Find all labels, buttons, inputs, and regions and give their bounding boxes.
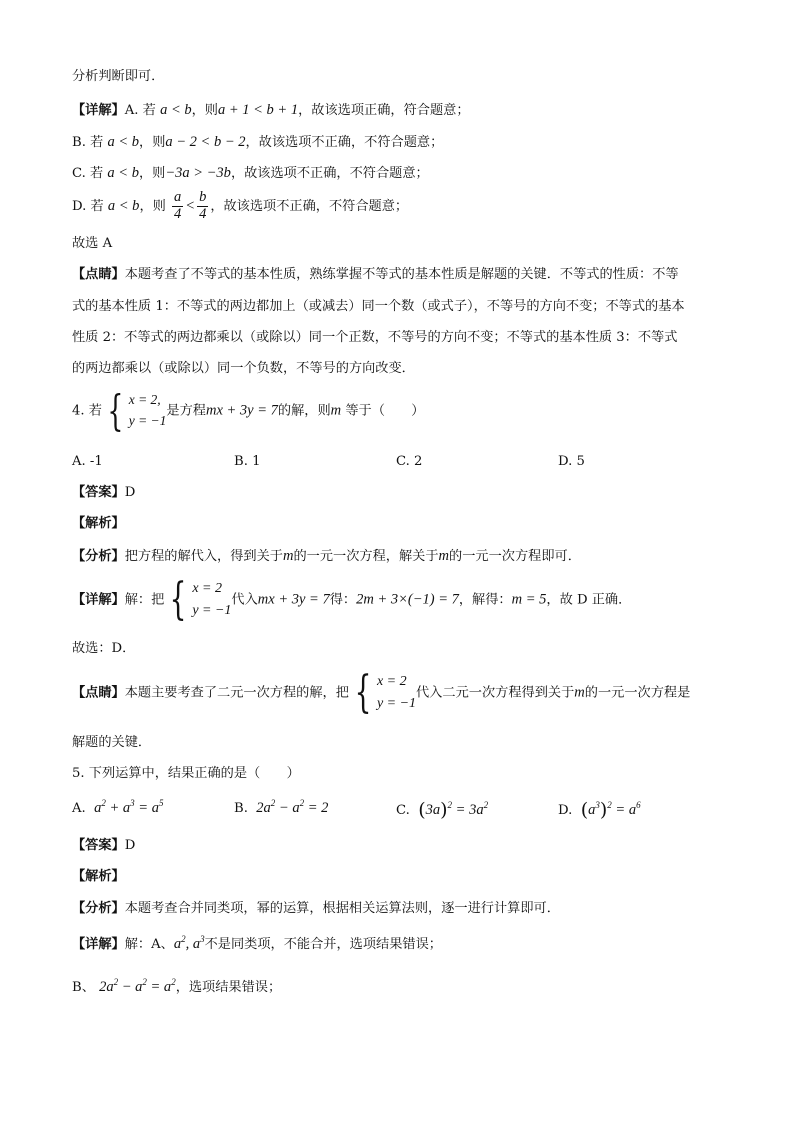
text-line: C. 若 a < b，则−3a > −3b，故该选项不正确，不符合题意；: [72, 165, 429, 181]
question-5: 5. 下列运算中，结果正确的是（ ）: [72, 766, 300, 781]
text-line: 式的基本性质 1：不等式的两边都加上（或减去）同一个数（或式子），不等号的方向不变；不等式的基本: [72, 299, 685, 314]
answer-line: 【答案】D: [72, 485, 136, 500]
option-a: A. -1: [72, 454, 103, 469]
text-line: 【分析】把方程的解代入，得到关于m的一元一次方程，解关于m的一元一次方程即可．: [72, 548, 581, 564]
text-line: 【分析】本题考查合并同类项，幂的运算，根据相关运算法则，逐一进行计算即可．: [72, 901, 560, 916]
question-4: 4. 若 { x = 2, y = −1 是方程mx + 3y = 7的解，则m 等于（ ）: [72, 386, 425, 435]
analysis-heading: 【解析】: [72, 869, 125, 884]
text-line: 【点睛】本题主要考查了二元一次方程的解，把 { x = 2 y = −1 代入二元一次方程得到关于m的一元一次方程是: [72, 667, 691, 718]
option-a: A. $a^2 + a^3 = a^5$: [72, 798, 164, 816]
text-line: 【点睛】本题考查了不等式的基本性质，熟练掌握不等式的基本性质是解题的关键．不等式的性质：不等: [72, 267, 679, 282]
section-tag: 【详解】: [72, 103, 125, 118]
text-line: B、 $2a^2 - a^2 = a^2$，选项结果错误；: [72, 977, 282, 995]
text-line: 【详解】解：把 { x = 2 y = −1 代入mx + 3y = 7得：2m + 3×(−1) = 7，解得：m = 5，故 D 正确．: [72, 574, 632, 625]
analysis-heading: 【解析】: [72, 516, 125, 531]
section-tag: 【点睛】: [72, 267, 125, 282]
text-line: 【详解】解：A、$a^2$, $a^3$不是同类项，不能合并，选项结果错误；: [72, 934, 442, 952]
option-c: C. $(3a)^2 = 3a^2$: [396, 799, 489, 821]
fraction: $\frac{b}{4}$: [199, 189, 207, 222]
option-c: C. 2: [396, 454, 423, 469]
option-b: B. $2a^2 - a^2 = 2$: [234, 798, 329, 816]
text-line: 故选：D．: [72, 641, 136, 656]
answer-line: 【答案】D: [72, 838, 136, 853]
text-line: 分析判断即可．: [72, 69, 165, 84]
text-line: 故选 A: [72, 236, 113, 251]
text-line: 的两边都乘以（或除以）同一个负数，不等号的方向改变．: [72, 361, 415, 376]
option-d: D. 5: [558, 454, 585, 469]
text-line: 性质 2：不等式的两边都乘以（或除以）同一个正数，不等号的方向不变；不等式的基本性质 3：不等式: [72, 330, 678, 345]
fraction: $\frac{a}{4}$: [174, 189, 182, 222]
text-line: D. 若 a < b，则 $\frac{a}{4}$ < $\frac{b}{4}$ ，故该选项不正确，不符合题意；: [72, 189, 409, 222]
text-line: B. 若 a < b，则a − 2 < b − 2，故该选项不正确，不符合题意；: [72, 134, 444, 150]
text-line: 【详解】A. 若 a < b，则a + 1 < b + 1，故该选项正确，符合题意；: [72, 102, 470, 118]
text-line: 解题的关键．: [72, 735, 152, 750]
option-b: B. 1: [234, 454, 261, 469]
option-d: D. $(a^3)^2 = a^6$: [558, 799, 641, 821]
